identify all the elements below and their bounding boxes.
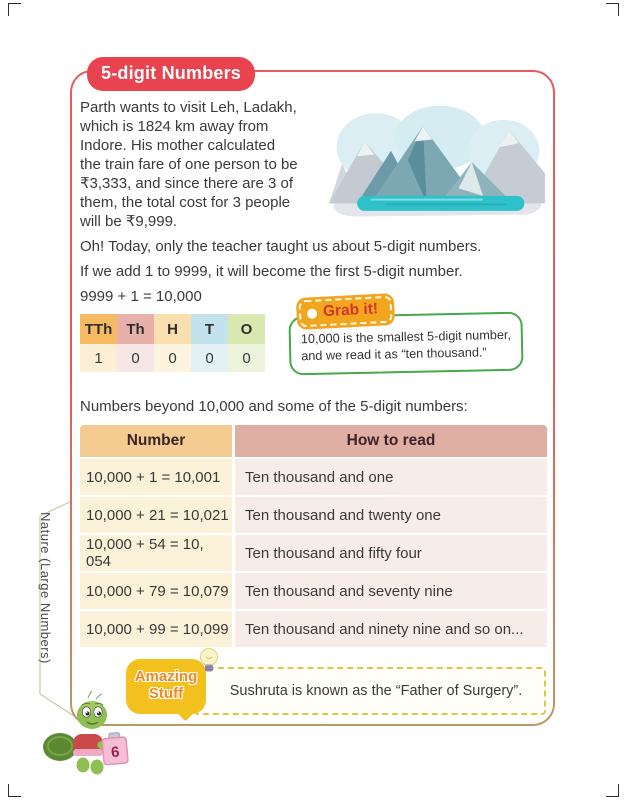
grab-it-callout	[289, 300, 523, 373]
page-number-flag	[102, 732, 129, 765]
table-cell-read: Ten thousand and ninety nine and so on...	[235, 609, 547, 647]
page-frame-inner	[72, 63, 553, 724]
pv-digit-cell: 0	[117, 344, 154, 372]
amazing-label-line: Amazing	[134, 668, 198, 685]
turtle-mascot	[40, 690, 140, 782]
pv-header-cell: TTh	[80, 314, 117, 344]
grab-it-tag	[298, 296, 392, 328]
place-value-table	[80, 314, 265, 372]
chapter-sidebar-label: Nature (Large Numbers)	[38, 512, 53, 664]
story-line: will be ₹9,999.	[80, 213, 178, 230]
lightbulb-icon	[198, 647, 220, 677]
table-cell-number: 10,000 + 21 = 10,021	[80, 495, 235, 533]
lesson-line-1: Oh! Today, only the teacher taught us about 5-digit numbers.	[80, 238, 482, 255]
mountain-lake-icon	[329, 98, 545, 228]
grab-it-line: and we read it as “ten thousand.”	[301, 345, 487, 364]
table-cell-number: 10,000 + 99 = 10,099	[80, 609, 235, 647]
pv-header-cell: H	[154, 314, 191, 344]
pv-header-cell: Th	[117, 314, 154, 344]
grab-it-label: Grab it!	[322, 300, 379, 321]
pv-digit-cell: 0	[154, 344, 191, 372]
crop-mark	[606, 3, 619, 16]
section-title: 5-digit Numbers	[87, 57, 255, 91]
table-header-number: Number	[80, 425, 235, 457]
pv-digit-cell: 0	[191, 344, 228, 372]
intro-row	[80, 98, 545, 231]
amazing-stuff-callout	[126, 659, 546, 715]
page-number: 6	[110, 743, 121, 762]
table-cell-number: 10,000 + 79 = 10,079	[80, 571, 235, 609]
lesson-block	[80, 237, 545, 306]
pv-digit-cell: 0	[228, 344, 265, 372]
tag-hole-icon	[307, 308, 318, 319]
table-cell-read: Ten thousand and one	[235, 457, 547, 495]
table-cell-read: Ten thousand and fifty four	[235, 533, 547, 571]
place-value-and-callout-row	[80, 300, 545, 373]
table-cell-number: 10,000 + 54 = 10, 054	[80, 533, 235, 571]
story-paragraph	[80, 98, 329, 231]
page-frame	[70, 63, 555, 726]
equation: 9999 + 1 = 10,000	[80, 288, 202, 305]
crop-mark	[8, 3, 21, 16]
story-line: Indore. His mother calculated	[80, 137, 276, 154]
pv-header-cell: T	[191, 314, 228, 344]
numbers-table	[80, 425, 545, 647]
story-line: ₹3,333, and since there are 3 of	[80, 175, 294, 192]
page-content	[72, 72, 553, 724]
story-line: Parth wants to visit Leh, Ladakh,	[80, 99, 297, 116]
table-cell-read: Ten thousand and seventy nine	[235, 571, 547, 609]
amazing-stuff-text: Sushruta is known as the “Father of Surgery”.	[194, 667, 546, 715]
pv-header-cell: O	[228, 314, 265, 344]
grab-it-line: 10,000 is the smallest 5-digit number,	[300, 327, 512, 347]
story-line: which is 1824 km away from	[80, 118, 269, 135]
table-intro-text: Numbers beyond 10,000 and some of the 5-digit numbers:	[80, 398, 468, 415]
story-line: them, the total cost for 3 people	[80, 194, 291, 211]
table-header-read: How to read	[235, 425, 547, 457]
amazing-label-line: Stuff	[148, 685, 184, 702]
pv-digit-cell: 1	[80, 344, 117, 372]
mountain-illustration	[329, 98, 545, 231]
table-cell-read: Ten thousand and twenty one	[235, 495, 547, 533]
lesson-line-2: If we add 1 to 9999, it will become the first 5-digit number.	[80, 263, 463, 280]
crop-mark	[8, 784, 21, 797]
crop-mark	[606, 784, 619, 797]
story-line: the train fare of one person to be	[80, 156, 298, 173]
table-cell-number: 10,000 + 1 = 10,001	[80, 457, 235, 495]
